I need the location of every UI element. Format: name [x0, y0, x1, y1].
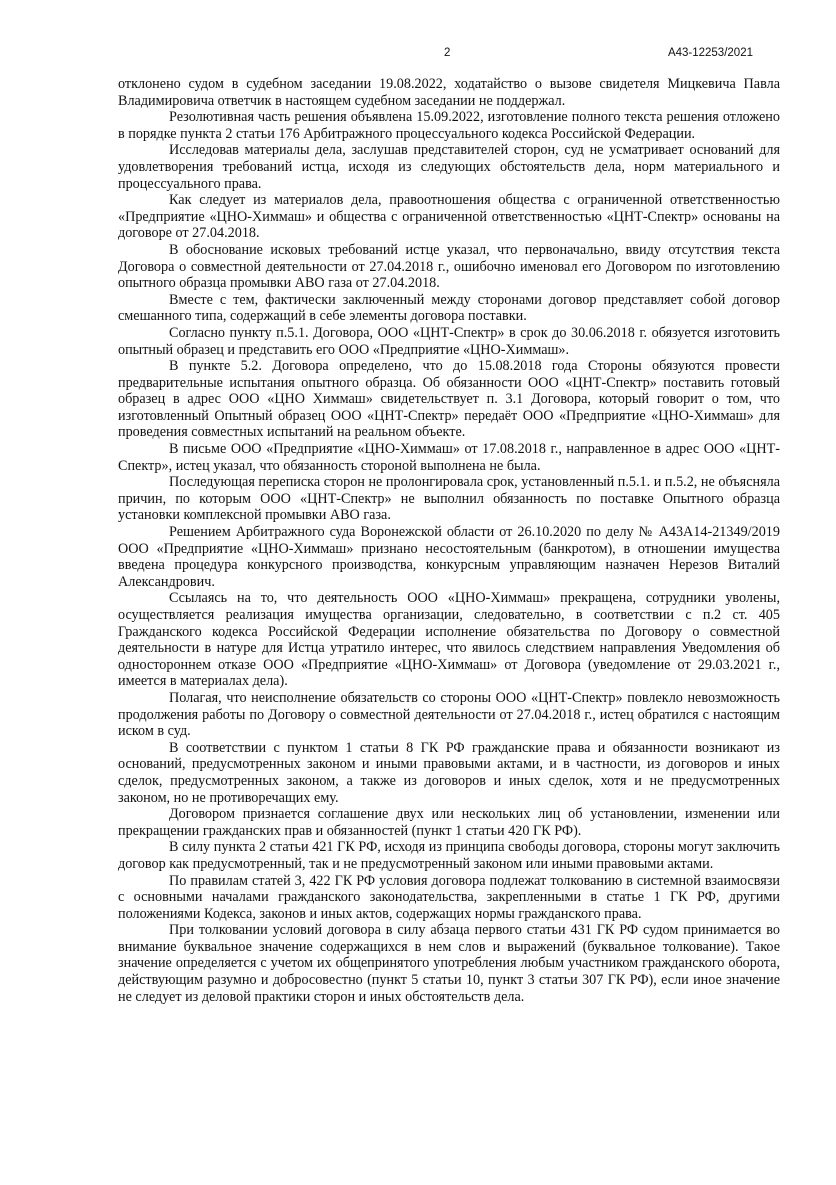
page-header — [0, 47, 836, 63]
paragraph: Полагая, что неисполнение обязательств со стороны ООО «ЦНТ-Спектр» повлекло невозможность продолжения работы по Договору о совместной деятельности от 27.04.2018 г., истец обратился с настоящим иском в суд. — [118, 689, 780, 740]
paragraph: Последующая переписка сторон не пролонгировала срок, установленный п.5.1. и п.5.2, не объясняла причин, по которым ООО «ЦНТ-Спектр» не выполнил обязанность по поставке Опытного образца установки комплексной промывки АВО газа. — [118, 474, 780, 524]
paragraph: Как следует из материалов дела, правоотношения общества с ограниченной ответственностью «Предприятие «ЦНО-Химмаш» и общества с ограниченной ответственностью «ЦНТ-Спектр» основаны на договоре от 27.04.2018. — [118, 192, 780, 242]
paragraph: Согласно пункту п.5.1. Договора, ООО «ЦНТ-Спектр» в срок до 30.06.2018 г. обязуется изготовить опытный образец и представить его ООО «Предприятие «ЦНО-Химмаш». — [118, 324, 780, 358]
document-body — [118, 76, 780, 1005]
paragraph: По правилам статей 3, 422 ГК РФ условия договора подлежат толкованию в системной взаимосвязи с основными началами гражданского законодательства, закрепленными в статье 1 ГК РФ, другими положениями Кодекса, законов и иных актов, содержащих нормы гражданского права. — [118, 872, 780, 922]
paragraph: Ссылаясь на то, что деятельность ООО «ЦНО-Химмаш» прекращена, сотрудники уволены, осуществляется реализация имущества организации, следовательно, в соответствии с п.2 ст. 405 Гражданского кодекса Российской Федерации исполнение обязательства по Договору о совместной деятельности в натуре для Истца утратило интерес, что явилось следствием направления Уведомления об одностороннем отказе ООО «Предприятие «ЦНО-Химмаш» от Договора (уведомление от 29.03.2021 г., имеется в материалах дела). — [118, 590, 780, 690]
paragraph: В письме ООО «Предприятие «ЦНО-Химмаш» от 17.08.2018 г., направленное в адрес ООО «ЦНТ-Спектр», истец указал, что обязанность стороной выполнена не была. — [118, 441, 780, 474]
paragraph: В соответствии с пунктом 1 статьи 8 ГК РФ гражданские права и обязанности возникают из оснований, предусмотренных законом и иными правовыми актами, и в частности, из договоров и иных сделок, предусмотренных законом, а также из договоров и иных сделок, хотя и не предусмотренных законом, но не противоречащих ему. — [118, 739, 780, 806]
paragraph: Решением Арбитражного суда Воронежской области от 26.10.2020 по делу № А43А14-21349/2019 ООО «Предприятие «ЦНО-Химмаш» признано несостоятельным (банкротом), в отношении имущества введена процедура конкурсного производства, конкурсным управляющим назначен Нерезов Виталий Александрович. — [118, 524, 780, 590]
page-number: 2 — [444, 47, 451, 59]
paragraph: При толковании условий договора в силу абзаца первого статьи 431 ГК РФ судом принимается во внимание буквальное значение содержащихся в нем слов и выражений (буквальное толкование). Такое значение определяется с учетом их общепринятого употребления любым участником гражданского оборота, действующим разумно и добросовестно (пункт 5 статьи 10, пункт 3 статьи 307 ГК РФ), если иное значение не следует из деловой практики сторон и иных обстоятельств дела. — [118, 922, 780, 1005]
paragraph: В обоснование исковых требований истце указал, что первоначально, ввиду отсутствия текста Договора о совместной деятельности от 27.04.2018 г., ошибочно именовал его Договором по изготовлению опытного образца промывки АВО газа от 27.04.2018. — [118, 241, 780, 292]
case-number: А43-12253/2021 — [667, 47, 753, 59]
paragraph: В пункте 5.2. Договора определено, что до 15.08.2018 года Стороны обязуются провести предварительные испытания опытного образца. Об обязанности ООО «ЦНТ-Спектр» поставить готовый образец в адрес ООО «ЦНО Химмаш» свидетельствует п. 3.1 Договора, который говорит о том, что изготовленный Опытный образец ООО «ЦНТ-Спектр» передаёт ООО «Предприятие «ЦНО-Химмаш» для проведения совместных испытаний на реальном объекте. — [118, 358, 780, 441]
paragraph: В силу пункта 2 статьи 421 ГК РФ, исходя из принципа свободы договора, стороны могут заключить договор как предусмотренный, так и не предусмотренный законом или иными правовыми актами. — [118, 839, 780, 872]
paragraph: Резолютивная часть решения объявлена 15.09.2022, изготовление полного текста решения отложено в порядке пункта 2 статьи 176 Арбитражного процессуального кодекса Российской Федерации. — [118, 109, 780, 142]
paragraph: Исследовав материалы дела, заслушав представителей сторон, суд не усматривает оснований для удовлетворения требований истца, исходя из следующих обстоятельств дела, норм материального и процессуального права. — [118, 142, 780, 192]
paragraph: Договором признается соглашение двух или нескольких лиц об установлении, изменении или прекращении гражданских прав и обязанностей (пункт 1 статьи 420 ГК РФ). — [118, 806, 780, 839]
paragraph: отклонено судом в судебном заседании 19.08.2022, ходатайство о вызове свидетеля Мицкевича Павла Владимировича ответчик в настоящем судебном заседании не поддержал. — [118, 76, 780, 109]
paragraph: Вместе с тем, фактически заключенный между сторонами договор представляет собой договор смешанного типа, содержащий в себе элементы договора поставки. — [118, 291, 780, 325]
